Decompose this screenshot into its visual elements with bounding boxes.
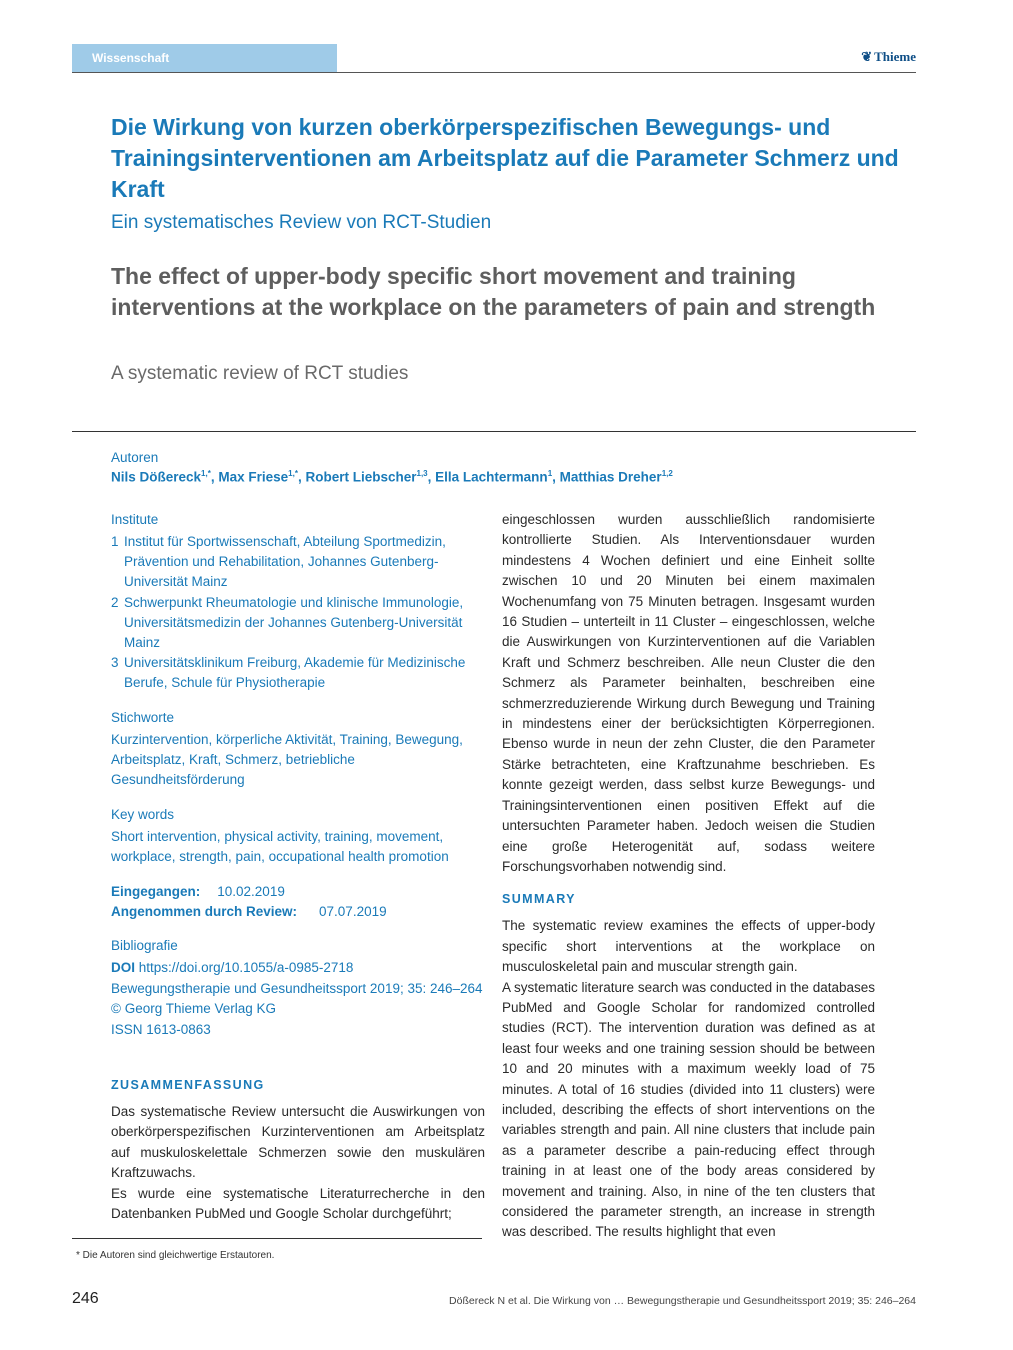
abstract-column <box>502 510 875 1243</box>
doi-label: DOI <box>111 960 136 976</box>
zusammenfassung-section <box>111 1075 485 1224</box>
bibliografie-heading: Bibliografie <box>111 938 178 954</box>
journal-citation: Bewegungstherapie und Gesundheitssport 2019; 35: 246–264 <box>111 980 483 996</box>
summary-paragraph <box>502 916 875 1243</box>
summary-p1: The systematic review examines the effects of upper-body specific short interventions at the workplace on musculoskeletal pain and muscular strength gain. <box>502 918 875 975</box>
author-affiliation: 1,3 <box>416 469 428 478</box>
bibliografie-block <box>111 936 485 1040</box>
stichworte-text: Kurzintervention, körperliche Aktivität, Training, Bewegung, Arbeitsplatz, Kraft, Schmerz, betriebliche Gesundheitsförderung <box>111 731 463 788</box>
footnote: * Die Autoren sind gleichwertige Erstautoren. <box>76 1250 275 1261</box>
title-divider <box>72 431 916 432</box>
thieme-emblem-icon: ❦ <box>861 49 873 64</box>
accepted-date: 07.07.2019 <box>319 904 387 920</box>
author-name: Robert Liebscher <box>305 469 417 485</box>
author-name: Matthias Dreher <box>559 469 662 485</box>
summary-heading: SUMMARY <box>502 892 576 907</box>
author-name: Max Friese <box>218 469 289 485</box>
page-number: 246 <box>72 1290 99 1307</box>
article-subtitle-english: A systematic review of RCT studies <box>111 363 409 384</box>
running-citation: Dößereck N et al. Die Wirkung von … Bewegungstherapie und Gesundheitssport 2019; 35: 246–264 <box>449 1295 916 1307</box>
received-date: 10.02.2019 <box>217 883 285 899</box>
zusammenfassung-heading: ZUSAMMENFASSUNG <box>111 1078 265 1092</box>
footnote-divider <box>72 1238 482 1239</box>
author-affiliation: 1,2 <box>661 469 673 478</box>
keywords-text: Short intervention, physical activity, training, movement, workplace, strength, pain, occupational health promotion <box>111 828 449 865</box>
accepted-label: Angenommen durch Review: <box>111 904 298 920</box>
stichworte-block <box>111 708 485 791</box>
zusammenfassung-p2: Es wurde eine systematische Literaturrecherche in den Datenbanken PubMed und Google Scholar durchgeführt; <box>111 1185 485 1222</box>
keywords-block <box>111 805 485 868</box>
author-name: Nils Dößereck <box>111 469 202 485</box>
institute-text: Institut für Sportwissenschaft, Abteilung Sportmedizin, Prävention und Rehabilitation, Johannes Gutenberg-Universität Mainz <box>124 534 446 590</box>
issn: ISSN 1613-0863 <box>111 1021 211 1037</box>
doi-link[interactable]: https://doi.org/10.1055/a-0985-2718 <box>138 960 354 976</box>
institute-text: Universitätsklinikum Freiburg, Akademie für Medizinische Berufe, Schule für Physiotherapie <box>124 655 466 691</box>
zusammenfassung-p1: Das systematische Review untersucht die Auswirkungen von oberkörperspezifischen Kurzinterventionen am Arbeitsplatz auf muskuloskelettale Schmerzen sowie den muskulären Kraftzuwachs. <box>111 1104 485 1181</box>
institute-item <box>111 593 485 654</box>
institute-text: Schwerpunkt Rheumatologie und klinische Immunologie, Universitätsmedizin der Johannes Gutenberg-Universität Mainz <box>124 594 464 651</box>
institute-number: 3 <box>111 655 119 671</box>
section-label: Wissenschaft <box>72 44 337 72</box>
author-affiliation: 1 <box>547 469 553 478</box>
zusammenfassung-paragraph <box>111 1102 485 1224</box>
metadata-column <box>111 510 485 1054</box>
institutes-heading: Institute <box>111 512 159 527</box>
dates-block <box>111 882 485 923</box>
summary-p2: A systematic literature search was conducted in the databases PubMed and Google Scholar for randomized controlled studies (RCT). The intervention duration was defined as at least four weeks and one training session should be between 10 and 20 minutes with a maximum weekly load of 75 minutes. A total of 16 studies (divided into 11 clusters) were included, describing the effects of short interventions on the variables strength and pain. All nine clusters that include pain as a parameter describe a pain-reducing effect through training in at least one of the body areas considered by movement and training. Also, in nine of the ten clusters that considered the parameter strength, an increase in strength was described. The results highlight that even <box>502 979 875 1240</box>
article-title-english: The effect of upper-body specific short movement and training interventions at the workplace on the parameters of pain and strength <box>111 263 876 320</box>
institute-item <box>111 653 485 693</box>
institute-item <box>111 532 485 593</box>
authors-heading: Autoren <box>111 450 159 465</box>
publisher-name: Thieme <box>874 49 916 64</box>
stichworte-heading: Stichworte <box>111 709 175 725</box>
institutes-block <box>111 510 485 694</box>
copyright: © Georg Thieme Verlag KG <box>111 1001 277 1017</box>
publisher-logo <box>861 49 916 65</box>
author-affiliation: 1,* <box>201 469 211 478</box>
institute-number: 2 <box>111 594 119 610</box>
authors-list: Nils Dößereck$^{1,*}$, Max Friese$^{1,*}$, Robert Liebscher$^{1,3}$, Ella Lachtermann$^1$, Matthias Dreher$^{1,2}$ <box>111 469 673 485</box>
article-subtitle-german: Ein systematisches Review von RCT-Studien <box>111 212 492 233</box>
article-title-german: Die Wirkung von kurzen oberkörperspezifischen Bewegungs- und Trainingsinterventionen am Arbeitsplatz auf die Parameter Schmerz und Kraft <box>111 114 899 202</box>
header-divider <box>72 72 916 73</box>
received-label: Eingegangen: <box>111 883 201 899</box>
keywords-heading: Key words <box>111 806 175 822</box>
author-name: Ella Lachtermann <box>435 469 548 485</box>
zusammenfassung-continued: eingeschlossen wurden ausschließlich randomisierte kontrollierte Studien. Als Interventionsdauer wurden mindestens 4 Wochen definiert und eine Einheit sollte zwischen 10 und 20 Minuten bei einem maximalen Wochenumfang von 75 Minuten betragen. Insgesamt wurden 16 Studien – unterteilt in 11 Cluster – eingeschlossen, welche die Auswirkungen von Kurzinterventionen auf die Variablen Kraft und Schmerz beschreiben. Alle neun Cluster die den Schmerz als Parameter beinhalten, beschreiben eine schmerzreduzierende Wirkung durch Bewegung und Training in mindestens einer der berücksichtigten Körperregionen. Ebenso wurde in neun der zehn Cluster, die den Parameter Stärke betrachteten, eine Kraftzunahme beschrieben. Es konnte gezeigt werden, dass selbst kurze Bewegungs- und Trainingsinterventionen einen positiven Effekt auf die untersuchten Parameter haben. Jedoch weisen die Studien eine große Heterogenität auf, sodass weitere Forschungsvorhaben notwendig sind. <box>502 512 875 874</box>
author-affiliation: 1,* <box>288 469 298 478</box>
institute-number: 1 <box>111 534 119 549</box>
